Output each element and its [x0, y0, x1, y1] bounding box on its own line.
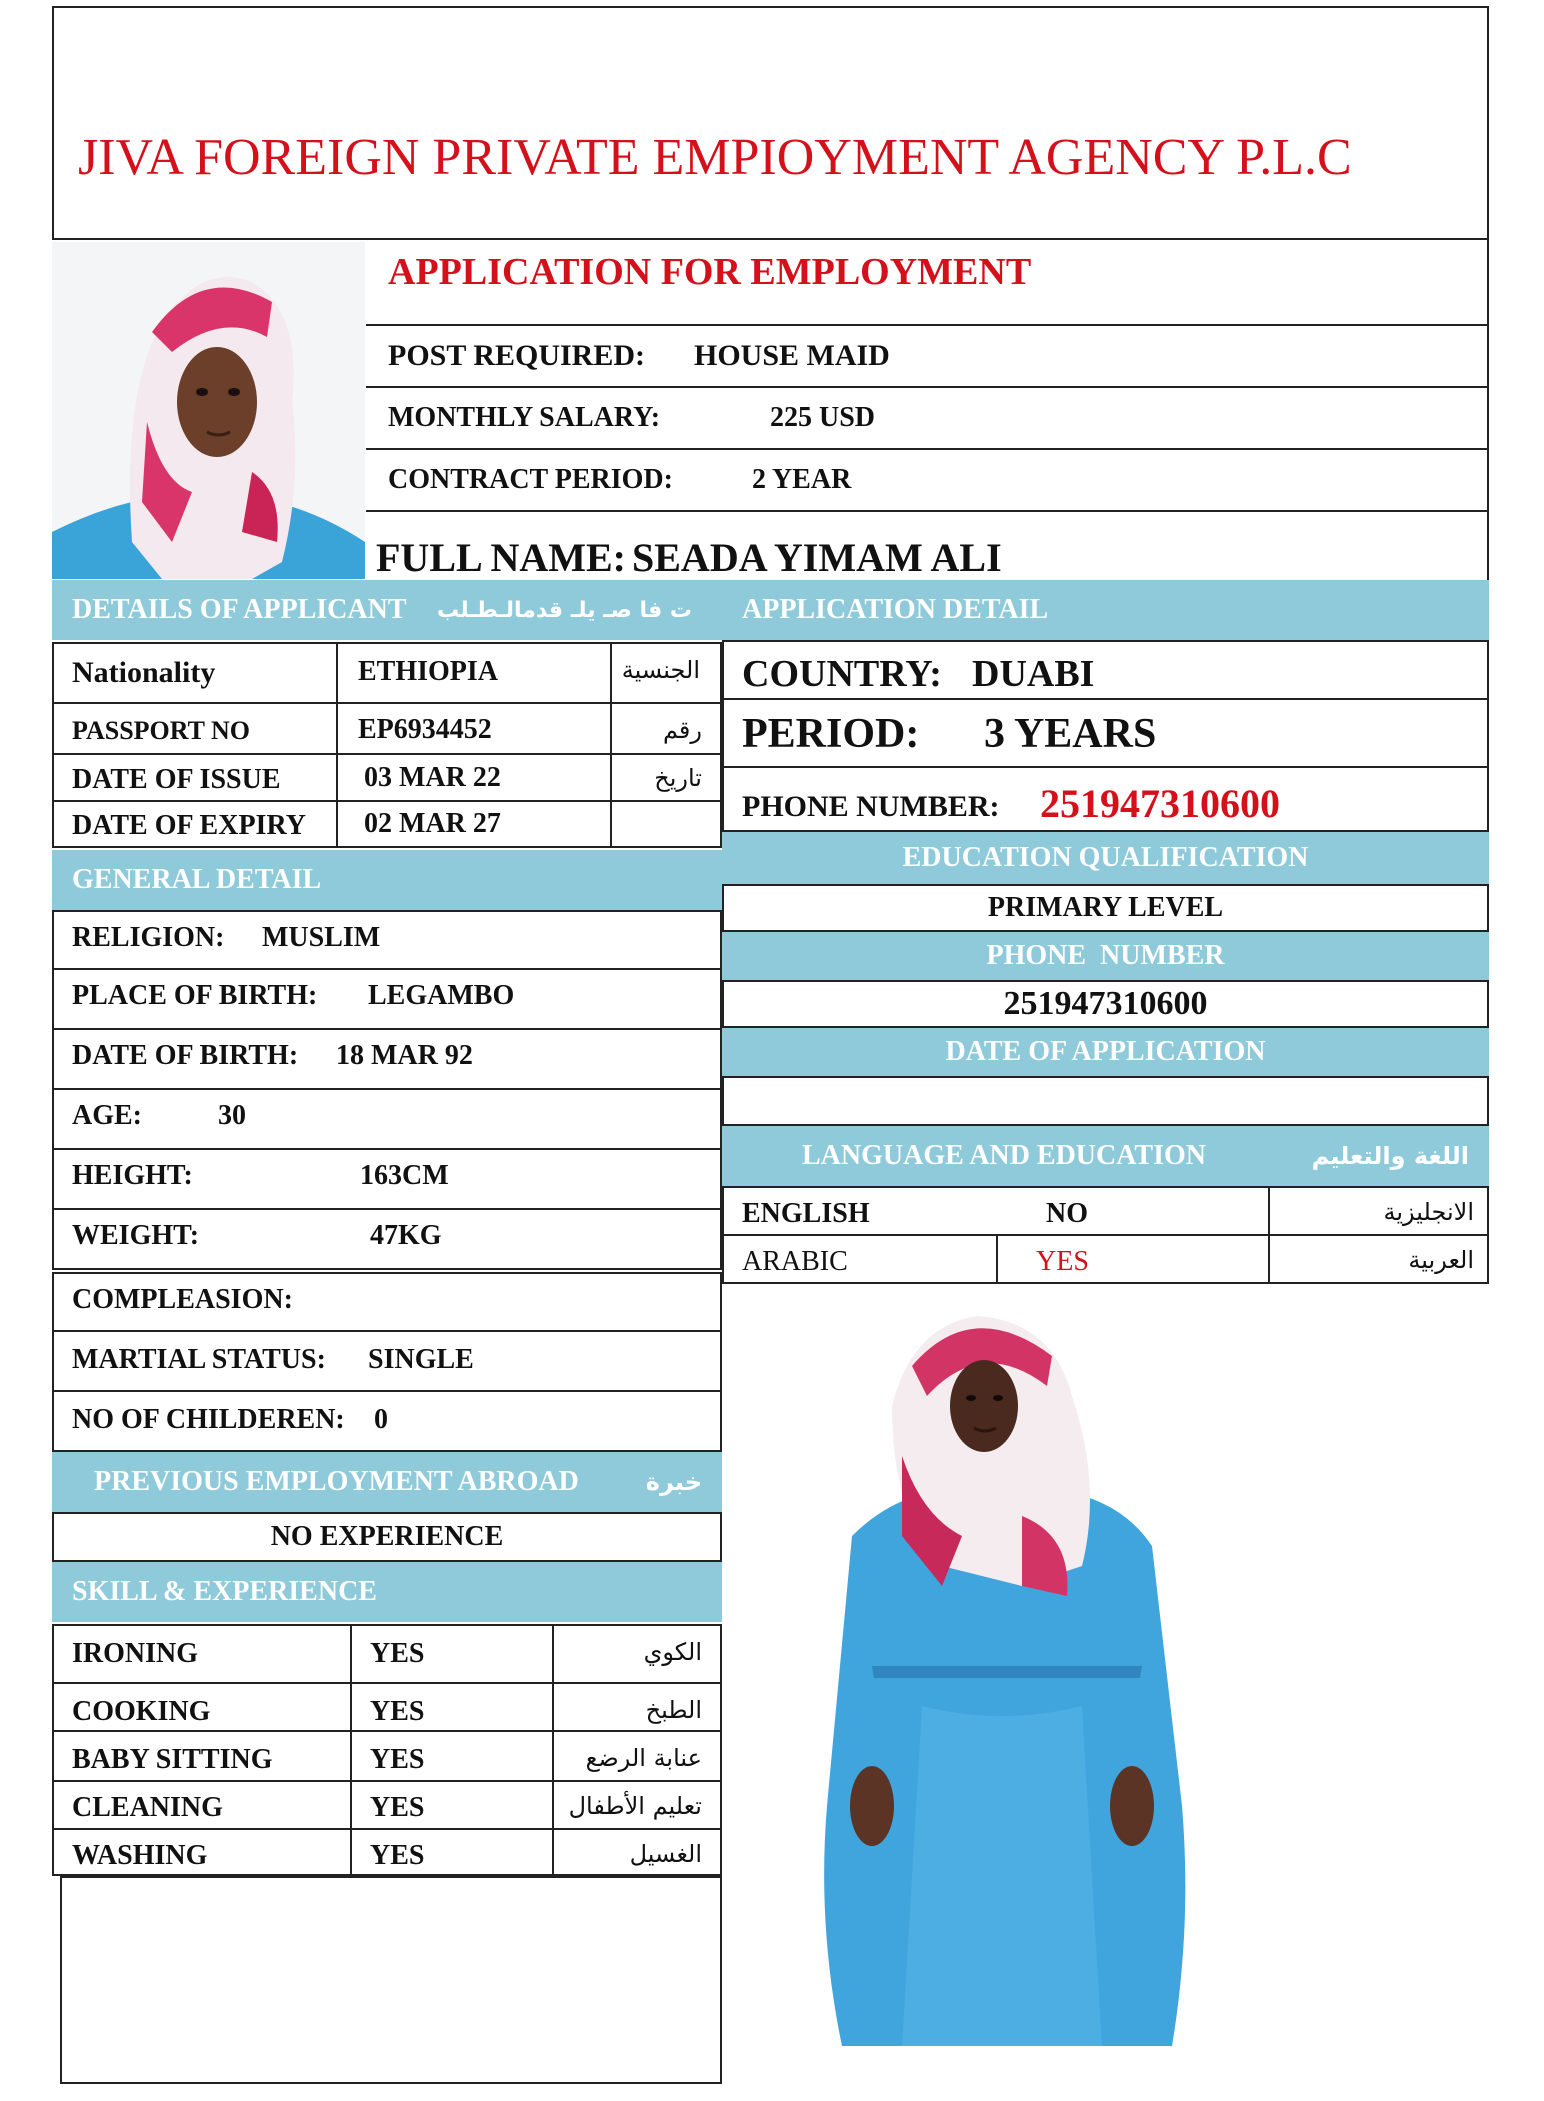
appdetail-header [722, 580, 1489, 640]
dob-label: DATE OF BIRTH: [72, 1040, 299, 1071]
agency-title: JIVA FOREIGN PRIVATE EMPIOYMENT AGENCY P.L.C [78, 129, 1352, 186]
signature-box [60, 1876, 722, 2084]
details-header-label: DETAILS OF APPLICANT [72, 594, 407, 625]
language-header [722, 1126, 1489, 1186]
details-value: ETHIOPIA [358, 656, 499, 687]
religion-value: MUSLIM [262, 922, 381, 953]
salary-value: 225 USD [770, 402, 876, 433]
skill-ar: عنابة الرضع [585, 1744, 702, 1772]
skill-value: YES [370, 1696, 425, 1727]
phone-header-label: PHONE NUMBER [986, 940, 1225, 971]
post-label: POST REQUIRED: [388, 339, 645, 372]
post-value: HOUSE MAID [694, 339, 890, 372]
dob-value: 18 MAR 92 [336, 1040, 473, 1071]
skill-label: WASHING [72, 1840, 208, 1871]
language-ar: العربية [1408, 1246, 1474, 1274]
salary-row [366, 388, 1489, 450]
country-label: COUNTRY: [742, 653, 942, 695]
country-value: DUABI [972, 653, 1095, 695]
details-label: DATE OF ISSUE [72, 764, 281, 795]
app-heading: APPLICATION FOR EMPLOYMENT [388, 251, 1032, 293]
appdetail-header-label: APPLICATION DETAIL [742, 594, 1049, 625]
salary-label: MONTHLY SALARY: [388, 402, 661, 433]
general-header [52, 850, 722, 910]
skill-label: COOKING [72, 1696, 211, 1727]
skill-ar: الغسيل [629, 1840, 702, 1868]
language-label: ENGLISH [742, 1198, 870, 1229]
phone-value: 251947310600 [1040, 781, 1280, 826]
period-label: PERIOD: [742, 711, 920, 757]
age-label: AGE: [72, 1100, 142, 1131]
skill-value: YES [370, 1840, 425, 1871]
language-header-ar: اللغة والتعليم [1311, 1142, 1469, 1170]
birthplace-value: LEGAMBO [368, 980, 515, 1011]
contract-value: 2 YEAR [752, 464, 852, 495]
previous-header-label: PREVIOUS EMPLOYMENT ABROAD [94, 1466, 579, 1497]
skill-value: YES [370, 1792, 425, 1823]
details-value: EP6934452 [358, 714, 492, 745]
height-value: 163CM [360, 1160, 449, 1191]
general-table [52, 910, 722, 1270]
skill-label: IRONING [72, 1638, 199, 1669]
skill-value: YES [370, 1638, 425, 1669]
children-label: NO OF CHILDEREN: [72, 1404, 345, 1435]
complexion-label: COMPLEASION: [72, 1284, 293, 1315]
children-value: 0 [374, 1404, 388, 1435]
previous-value-row [52, 1512, 722, 1562]
contract-label: CONTRACT PERIOD: [388, 464, 673, 495]
language-value: YES [1036, 1246, 1089, 1277]
marital-label: MARTIAL STATUS: [72, 1344, 326, 1375]
skill-ar: الكوي [643, 1638, 702, 1666]
skill-ar: تعليم الأطفال [568, 1792, 702, 1820]
skill-label: CLEANING [72, 1792, 223, 1823]
phone-header [722, 932, 1489, 980]
dateapp-value-row[interactable] [722, 1076, 1489, 1126]
details-value: 02 MAR 27 [364, 808, 501, 839]
dateapp-header [722, 1028, 1489, 1076]
education-header [722, 832, 1489, 884]
weight-label: WEIGHT: [72, 1220, 200, 1251]
language-value: NO [1046, 1198, 1088, 1229]
details-label: Nationality [72, 656, 216, 689]
fullbody-photo [722, 1286, 1282, 2066]
contract-row [366, 450, 1489, 512]
education-header-label: EDUCATION QUALIFICATION [902, 842, 1309, 873]
dateapp-header-label: DATE OF APPLICATION [945, 1036, 1266, 1067]
previous-value: NO EXPERIENCE [270, 1521, 504, 1552]
previous-header [52, 1452, 722, 1512]
general-header-label: GENERAL DETAIL [72, 864, 322, 895]
previous-header-ar: خبرة [645, 1468, 702, 1496]
language-ar: الانجليزية [1383, 1198, 1474, 1226]
details-value: 03 MAR 22 [364, 762, 501, 793]
education-value-row [722, 884, 1489, 932]
marital-value: SINGLE [368, 1344, 474, 1375]
skills-header [52, 1562, 722, 1622]
birthplace-label: PLACE OF BIRTH: [72, 980, 318, 1011]
phone-value-row [722, 980, 1489, 1028]
education-value: PRIMARY LEVEL [987, 892, 1224, 923]
fullname-value: SEADA YIMAM ALI [632, 535, 1002, 580]
post-row [366, 326, 1489, 388]
details-ar: رقم [662, 716, 702, 744]
phone-number: 251947310600 [1003, 985, 1208, 1022]
details-ar: تاريخ [654, 764, 702, 792]
details-header [52, 580, 722, 640]
language-header-label: LANGUAGE AND EDUCATION [802, 1140, 1206, 1171]
religion-label: RELIGION: [72, 922, 225, 953]
period-value: 3 YEARS [984, 711, 1157, 757]
skill-ar: الطبخ [645, 1696, 702, 1724]
fullname-label: FULL NAME: [376, 535, 626, 580]
details-label: DATE OF EXPIRY [72, 810, 306, 841]
skills-header-label: SKILL & EXPERIENCE [72, 1576, 377, 1607]
headshot-photo [52, 242, 365, 579]
height-label: HEIGHT: [72, 1160, 193, 1191]
details-ar: الجنسية [621, 656, 700, 684]
weight-value: 47KG [370, 1220, 442, 1251]
language-label: ARABIC [742, 1246, 848, 1277]
details-header-ar: ت فا صـ يلـ قدمالـطـلب [437, 597, 692, 623]
details-label: PASSPORT NO [72, 716, 250, 745]
header-box [52, 6, 1489, 240]
skill-label: BABY SITTING [72, 1744, 273, 1775]
phone-label: PHONE NUMBER: [742, 790, 1000, 823]
skill-value: YES [370, 1744, 425, 1775]
age-value: 30 [218, 1100, 246, 1131]
